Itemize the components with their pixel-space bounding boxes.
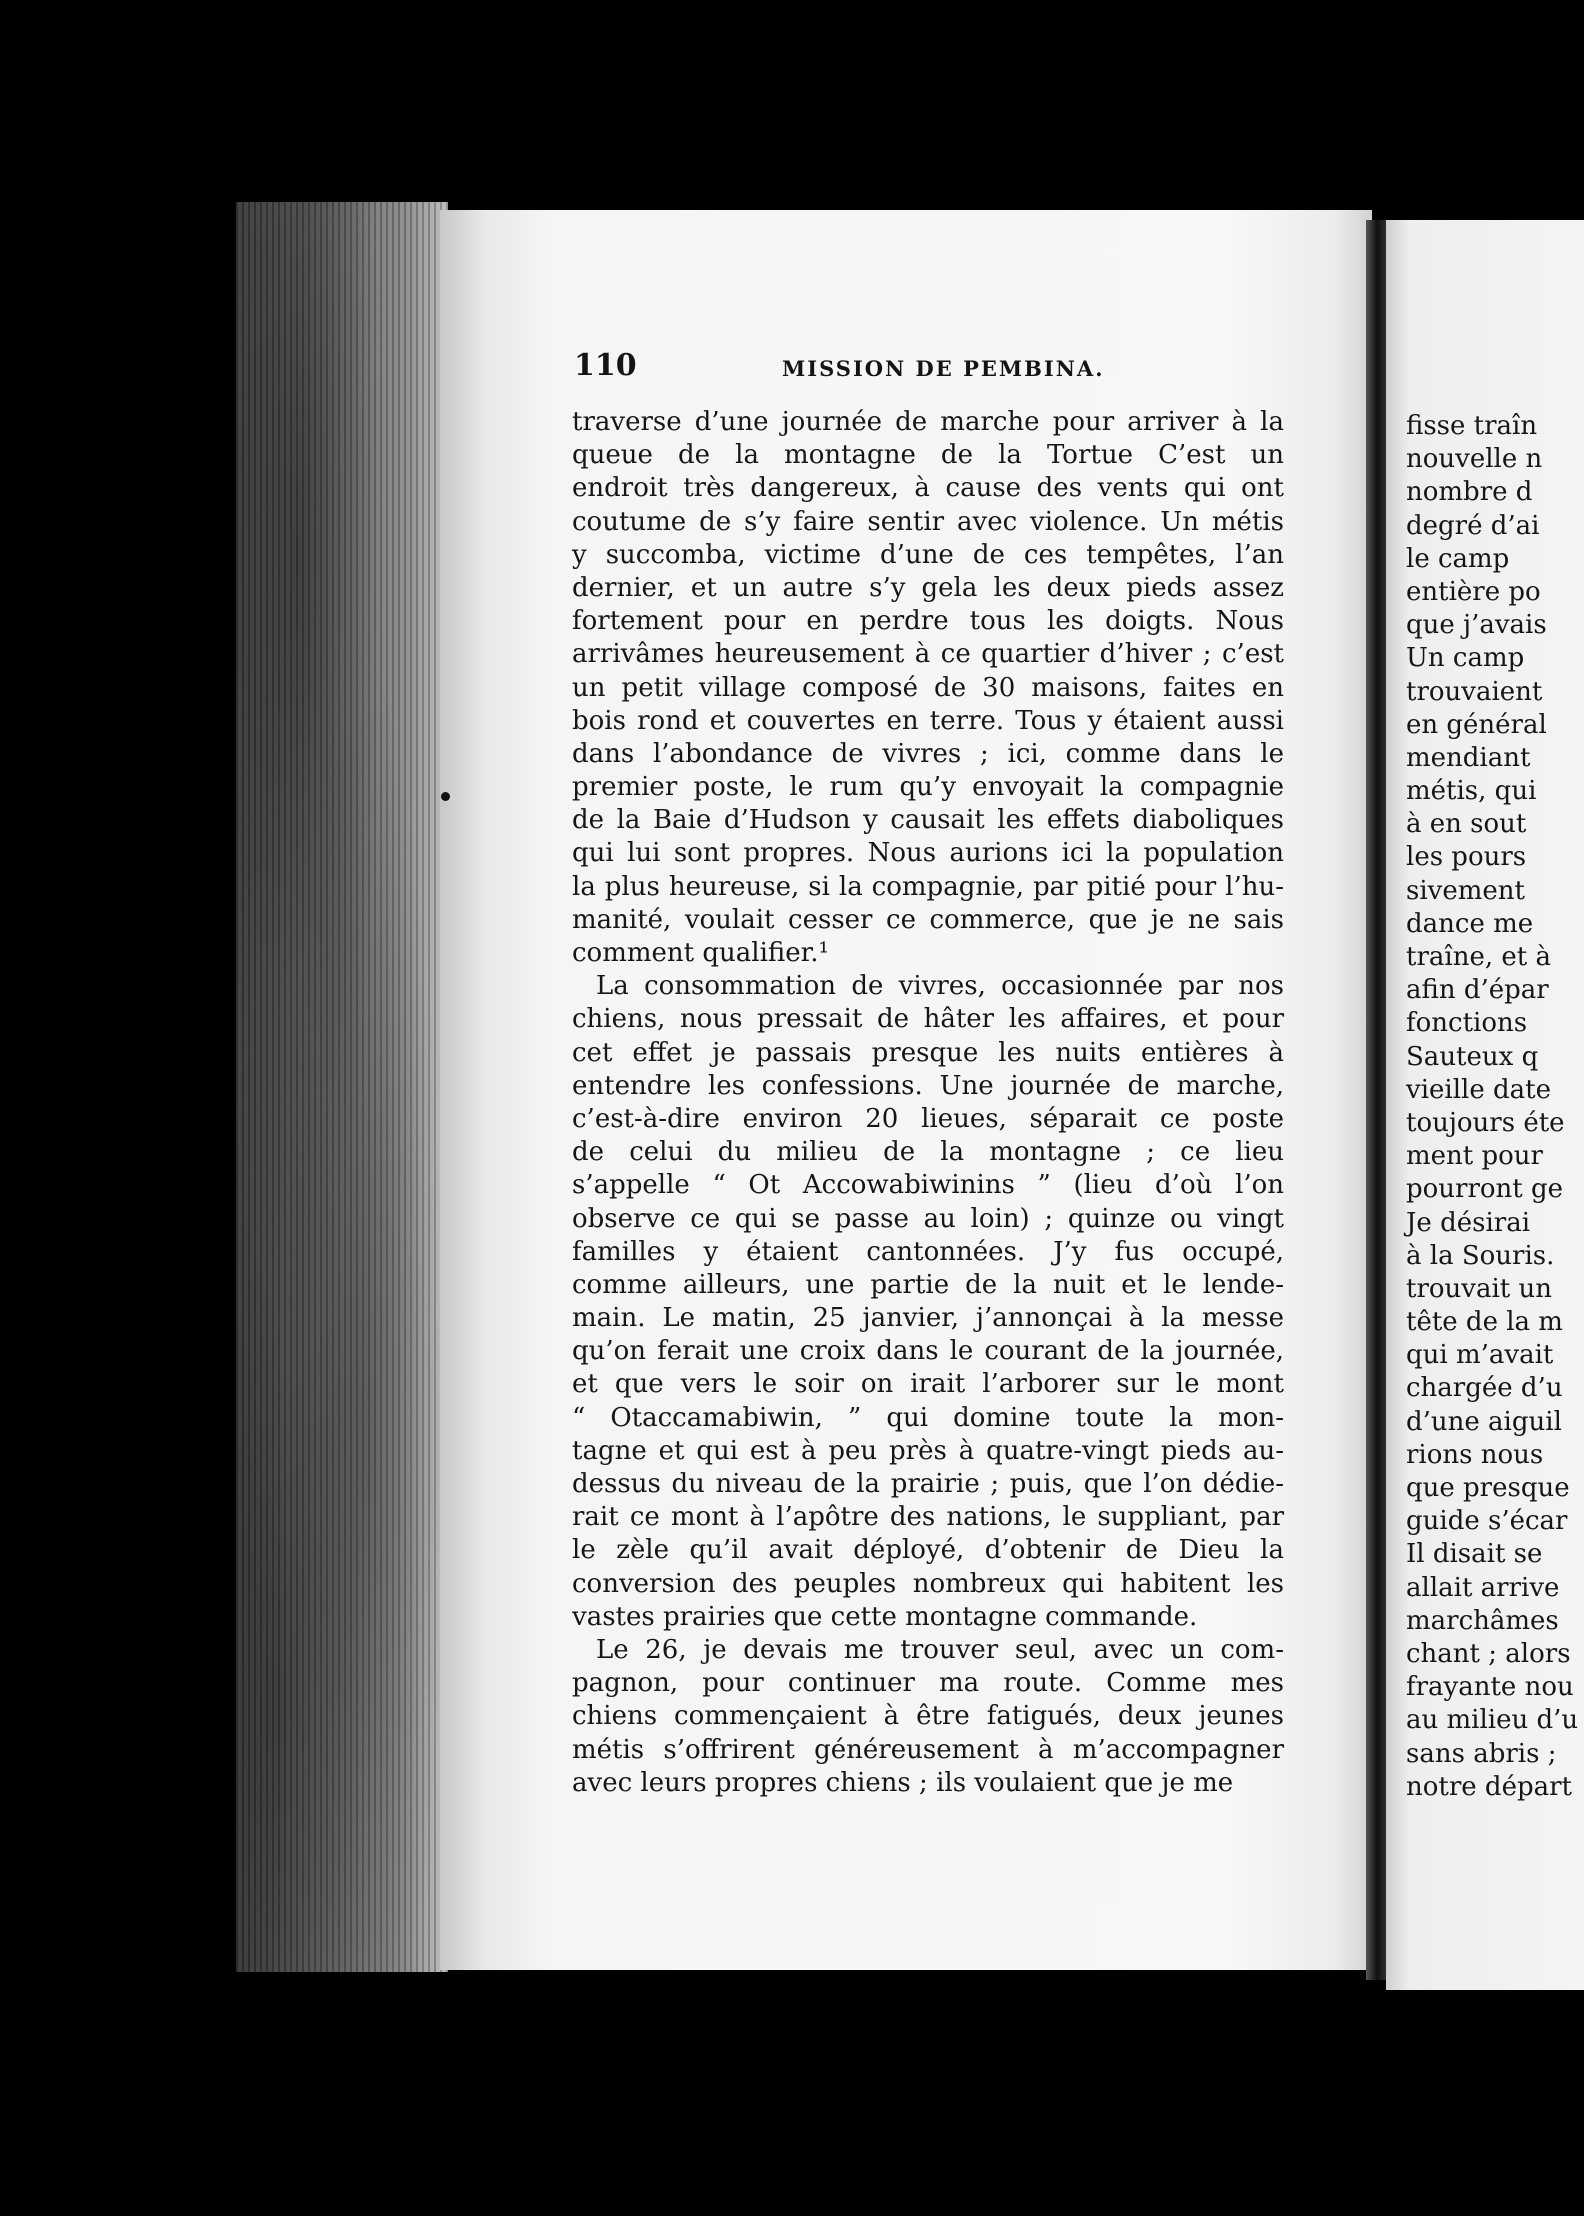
text-line: avec leurs propres chiens ; ils voulaient que je me (572, 1767, 1234, 1798)
text-line: endroit très dangereux, à cause des vents qui ont (572, 473, 1284, 504)
text-line: qu’on ferait une croix dans le courant de la journée, (572, 1336, 1284, 1367)
facing-text-line: d’une aiguil (1406, 1406, 1562, 1437)
text-line: dans l’abondance de vivres ; ici, comme dans le (572, 738, 1284, 769)
text-line: La consommation de vivres, occasionnée par nos (596, 971, 1284, 1002)
facing-text-line: vieille date (1406, 1074, 1551, 1105)
text-line: main. Le matin, 25 janvier, j’annonçai à la messe (572, 1303, 1284, 1334)
facing-text-line: sivement (1406, 875, 1525, 906)
text-line: c’est-à-dire environ 20 lieues, séparait ce poste (572, 1103, 1284, 1134)
book-gutter (1366, 220, 1388, 1980)
facing-text-line: le camp (1406, 543, 1510, 574)
margin-mark (441, 792, 450, 801)
facing-text-line: sans abris ; (1406, 1738, 1557, 1769)
text-line: le zèle qu’il avait déployé, d’obtenir de Dieu la (572, 1535, 1284, 1566)
text-line: “ Otaccamabiwin, ” qui domine toute la mon- (572, 1402, 1284, 1433)
text-line: vastes prairies que cette montagne commande. (572, 1601, 1198, 1632)
text-line: arrivâmes heureusement à ce quartier d’hiver ; c’est (572, 639, 1284, 670)
facing-text-line: chargée d’u (1406, 1373, 1563, 1404)
text-line: premier poste, le rum qu’y envoyait la compagnie (572, 772, 1284, 803)
text-line: dessus du niveau de la prairie ; puis, que l’on dédie- (572, 1469, 1284, 1499)
page-number: 110 (574, 348, 637, 383)
text-line: conversion des peuples nombreux qui habitent les (572, 1568, 1284, 1599)
text-line: entendre les confessions. Une journée de marche, (572, 1070, 1284, 1101)
text-line: observe ce qui se passe au loin) ; quinze ou vingt (572, 1203, 1284, 1234)
facing-text-line: chant ; alors (1406, 1638, 1571, 1669)
facing-text-line: que j’avais (1406, 610, 1547, 641)
facing-text-line: trouvait un (1406, 1273, 1552, 1304)
right-facing-page (1386, 220, 1584, 1990)
facing-text-line: traîne, et à (1406, 942, 1551, 972)
running-title: MISSION DE PEMBINA. (782, 356, 1105, 381)
facing-text-line: nombre d (1406, 477, 1533, 508)
text-line: queue de la montagne de la Tortue C’est un (572, 440, 1284, 471)
facing-text-line: marchâmes (1406, 1605, 1559, 1636)
facing-page-text (1406, 410, 1584, 1804)
text-line: fortement pour en perdre tous les doigts. Nous (572, 606, 1284, 637)
book-page-edges (236, 202, 448, 1972)
facing-text-line: à en sout (1406, 809, 1527, 840)
facing-text-line: entière po (1406, 576, 1541, 607)
facing-text-line: les pours (1406, 842, 1527, 873)
text-line: de celui du milieu de la montagne ; ce lieu (572, 1137, 1284, 1168)
text-line: un petit village composé de 30 maisons, faites en (572, 672, 1284, 703)
facing-text-line: Sauteux q (1406, 1041, 1539, 1072)
facing-text-line: degré d’ai (1406, 510, 1540, 541)
facing-text-line: mendiant (1406, 742, 1531, 773)
facing-text-line: ment pour (1406, 1141, 1543, 1172)
text-line: comme ailleurs, une partie de la nuit et le lende- (572, 1269, 1284, 1300)
text-line: traverse d’une journée de marche pour arriver à la (572, 407, 1284, 437)
facing-text-line: Un camp (1406, 643, 1525, 674)
text-line: coutume de s’y faire sentir avec violence. Un métis (572, 506, 1284, 537)
facing-text-line: que presque (1406, 1473, 1570, 1503)
text-line: Le 26, je devais me trouver seul, avec un com- (596, 1634, 1284, 1665)
facing-text-line: toujours éte (1406, 1107, 1565, 1138)
facing-text-line: afin d’épar (1406, 975, 1549, 1006)
text-line: cet effet je passais presque les nuits entières à (572, 1037, 1284, 1068)
facing-text-line: métis, qui (1406, 776, 1537, 807)
text-line: y succomba, victime d’une de ces tempêtes, l’an (572, 539, 1284, 570)
text-line: de la Baie d’Hudson y causait les effets diaboliques (572, 805, 1284, 836)
facing-text-line: pourront ge (1406, 1174, 1564, 1205)
facing-text-line: en général (1406, 709, 1547, 740)
facing-text-line: nouvelle n (1406, 444, 1543, 475)
facing-text-line: frayante nou (1406, 1672, 1574, 1703)
facing-text-line: allait arrive (1406, 1572, 1560, 1603)
facing-text-line: tête de la m (1406, 1307, 1563, 1338)
facing-text-line: trouvaient (1406, 676, 1543, 707)
facing-text-line: au milieu d’u (1406, 1705, 1579, 1736)
text-line: familles y étaient cantonnées. J’y fus occupé, (572, 1236, 1284, 1267)
text-line: rait ce mont à l’apôtre des nations, le suppliant, par (572, 1502, 1284, 1533)
text-line: chiens, nous pressait de hâter les affaires, et pour (572, 1004, 1284, 1035)
text-line: qui lui sont propres. Nous aurions ici la population (572, 838, 1284, 869)
text-line: bois rond et couvertes en terre. Tous y étaient aussi (572, 705, 1284, 736)
facing-text-line: Je désirai (1406, 1207, 1531, 1238)
text-line: chiens commençaient à être fatigués, deux jeunes (572, 1701, 1284, 1732)
facing-text-line: fisse traîn (1406, 411, 1538, 441)
text-line: la plus heureuse, si la compagnie, par pitié pour l’hu- (572, 871, 1284, 902)
facing-text-line: rions nous (1406, 1439, 1544, 1470)
text-line: et que vers le soir on irait l’arborer sur le mont (572, 1369, 1284, 1400)
facing-text-line: notre départ (1406, 1771, 1572, 1802)
text-line: dernier, et un autre s’y gela les deux pieds assez (572, 572, 1284, 603)
facing-text-line: qui m’avait (1406, 1340, 1554, 1371)
facing-text-line: guide s’écar (1406, 1506, 1568, 1537)
text-line: pagnon, pour continuer ma route. Comme mes (572, 1668, 1284, 1699)
text-line: métis s’offrirent généreusement à m’accompagner (572, 1734, 1284, 1765)
facing-text-line: à la Souris. (1406, 1240, 1555, 1271)
text-line: s’appelle “ Ot Accowabiwinins ” (lieu d’où l’on (572, 1170, 1284, 1201)
facing-text-line: Il disait se (1406, 1539, 1543, 1570)
text-line: tagne et qui est à peu près à quatre-vingt pieds au- (572, 1435, 1284, 1466)
page-body-text (572, 406, 1284, 1800)
text-line: manité, voulait cesser ce commerce, que je ne sais (572, 904, 1284, 935)
facing-text-line: fonctions (1406, 1008, 1528, 1039)
text-line: comment qualifier.¹ (572, 938, 829, 968)
facing-text-line: dance me (1406, 908, 1534, 939)
